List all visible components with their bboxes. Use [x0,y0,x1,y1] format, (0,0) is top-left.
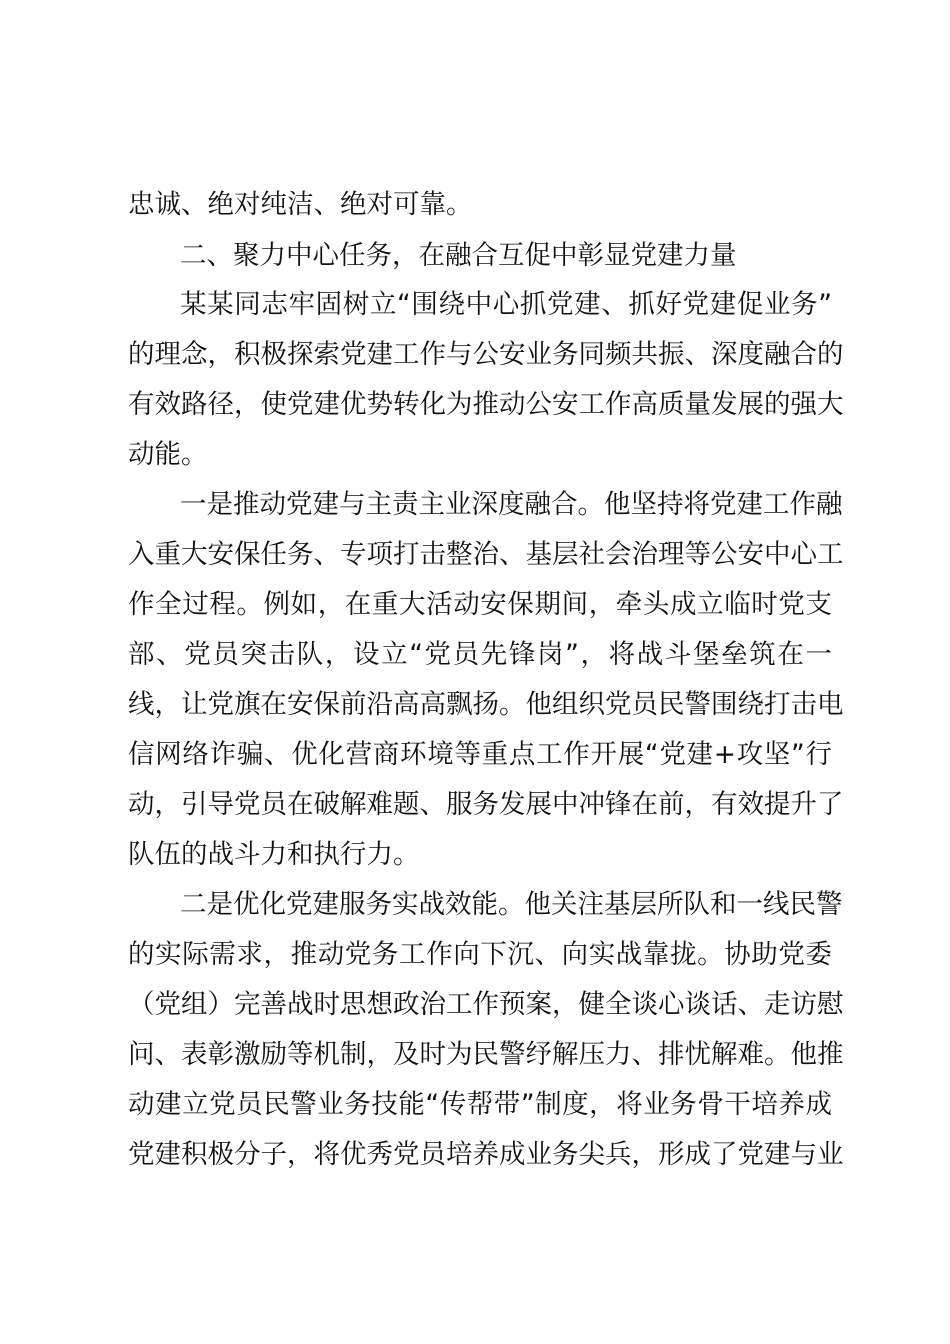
paragraph-line: 入重大安保任务、专项打击整治、基层社会治理等公安中心工 [128,539,844,570]
paragraph-line: 问、表彰激励等机制，及时为民警纾解压力、排忧解难。他推 [128,1039,844,1070]
paragraph-line: 有效路径，使党建优势转化为推动公安工作高质量发展的强大 [128,389,844,420]
paragraph-line: 动建立党员民警业务技能“传帮带”制度，将业务骨干培养成 [128,1089,832,1120]
paragraph-line: 动，引导党员在破解难题、服务发展中冲锋在前，有效提升了 [128,789,844,820]
paragraph-line: 动能。 [128,439,208,470]
paragraph-line: 的理念，积极探索党建工作与公安业务同频共振、深度融合的 [128,339,844,370]
section-heading: 二、聚力中心任务，在融合互促中彰显党建力量 [180,240,737,271]
paragraph-line: 作全过程。例如，在重大活动安保期间，牵头成立临时党支 [128,589,832,620]
paragraph-line: 的实际需求，推动党务工作向下沉、向实战靠拢。协助党委 [128,939,832,970]
paragraph-line: （党组）完善战时思想政治工作预案，健全谈心谈话、走访慰 [128,989,844,1020]
paragraph-line: 一是推动党建与主责主业深度融合。他坚持将党建工作融 [180,489,843,520]
paragraph-line: 忠诚、绝对纯洁、绝对可靠。 [128,189,473,220]
paragraph-line: 二是优化党建服务实战效能。他关注基层所队和一线民警 [180,889,843,920]
paragraph-line: 党建积极分子，将优秀党员培养成业务尖兵，形成了党建与业 [128,1139,844,1170]
paragraph-line: 信网络诈骗、优化营商环境等重点工作开展“党建+攻坚”行 [128,739,832,770]
paragraph-line: 队伍的战斗力和执行力。 [128,839,420,870]
paragraph-line: 某某同志牢固树立“围绕中心抓党建、抓好党建促业务” [180,289,832,320]
paragraph-line: 部、党员突击队，设立“党员先锋岗”，将战斗堡垒筑在一 [128,639,832,670]
paragraph-line: 线，让党旗在安保前沿高高飘扬。他组织党员民警围绕打击电 [128,689,844,720]
